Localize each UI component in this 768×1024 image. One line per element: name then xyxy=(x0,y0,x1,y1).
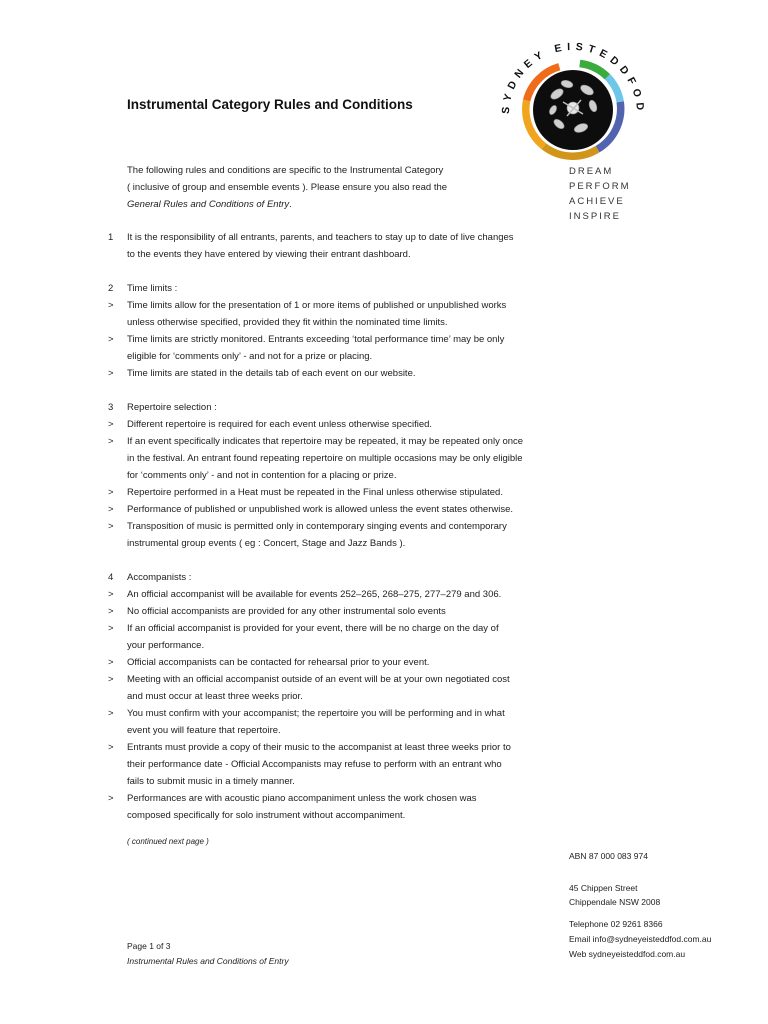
address-line: Chippendale NSW 2008 xyxy=(569,897,661,907)
rule-text-line: in the festival. An entrant found repeating repertoire on multiple occasions may be only eligible xyxy=(127,453,523,464)
address-line: 45 Chippen Street xyxy=(569,883,638,893)
rule-text-line: fails to submit music in a timely manner. xyxy=(127,776,295,787)
rule-text-line: If an event specifically indicates that repertoire may be repeated, it may be repeated only once xyxy=(127,436,524,447)
page-number: Page 1 of 3 xyxy=(127,941,171,951)
bullet-marker: > xyxy=(108,708,114,719)
rule-text-line: to the events they have entered by viewing their entrant dashboard. xyxy=(127,249,411,260)
rule-bullet-item xyxy=(105,603,555,620)
rule-text-line: Entrants must provide a copy of their music to the accompanist at least three weeks prior to xyxy=(127,742,511,753)
rule-text-line: Time limits are strictly monitored. Entrants exceeding ‘total performance time’ may be only xyxy=(127,334,505,345)
bullet-marker: > xyxy=(108,334,114,345)
bullet-marker: > xyxy=(108,300,114,311)
section-gap xyxy=(105,552,555,569)
rule-bullet-item xyxy=(105,484,555,501)
rule-text-line: You must confirm with your accompanist; the repertoire you will be performing and in what xyxy=(127,708,505,719)
rule-bullet-item xyxy=(105,501,555,518)
rule-text-line: and must occur at least three weeks prior. xyxy=(127,691,303,702)
rule-bullet-item xyxy=(105,790,555,824)
rule-text-line: Time limits : xyxy=(127,283,178,294)
rule-bullet-item xyxy=(105,671,555,705)
rule-text-line: If an official accompanist is provided for your event, there will be no charge on the day of xyxy=(127,623,499,634)
contact-details xyxy=(569,917,711,962)
section-gap xyxy=(105,382,555,399)
rule-text-line: Different repertoire is required for each event unless otherwise specified. xyxy=(127,419,433,430)
rule-text-line: Time limits are stated in the details tab of each event on our website. xyxy=(127,368,416,379)
section-gap xyxy=(105,263,555,280)
bullet-marker: > xyxy=(108,487,114,498)
rule-bullet-item xyxy=(105,518,555,552)
logo-arc-text: SYDNEY EISTEDDFOD xyxy=(499,40,647,116)
continued-note: ( continued next page ) xyxy=(127,837,209,846)
rule-text-line: unless otherwise specified, provided they fit within the nominated time limits. xyxy=(127,317,448,328)
page-title: Instrumental Category Rules and Conditions xyxy=(127,97,413,112)
tagline xyxy=(569,164,631,224)
rule-number: 3 xyxy=(108,402,114,413)
rule-text-line: instrumental group events ( eg : Concert, Stage and Jazz Bands ). xyxy=(127,538,406,549)
bullet-marker: > xyxy=(108,419,114,430)
rule-text-line: for ‘comments only’ - and not in contention for a placing or prize. xyxy=(127,470,397,481)
rule-bullet-item xyxy=(105,433,555,484)
rule-bullet-item xyxy=(105,416,555,433)
tagline-word: ACHIEVE xyxy=(569,196,625,207)
page-footer xyxy=(127,939,289,969)
telephone: Telephone 02 9261 8366 xyxy=(569,919,663,929)
rule-text-line: An official accompanist will be available for events 252–265, 268–275, 277–279 and 306. xyxy=(127,589,502,600)
rule-text-line: Performance of published or unpublished work is allowed unless the event states otherwise. xyxy=(127,504,514,515)
footer-document-title: Instrumental Rules and Conditions of Entry xyxy=(127,956,289,966)
rule-bullet-item xyxy=(105,705,555,739)
bullet-marker: > xyxy=(108,368,114,379)
rule-numbered-item xyxy=(105,229,555,263)
rule-number: 1 xyxy=(108,232,114,243)
intro-line: The following rules and conditions are specific to the Instrumental Category xyxy=(127,165,444,176)
rule-text-line: eligible for ‘comments only’ - and not for a prize or placing. xyxy=(127,351,373,362)
rule-bullet-item xyxy=(105,654,555,671)
general-rules-reference: General Rules and Conditions of Entry xyxy=(127,199,290,210)
rule-text-line: Official accompanists can be contacted for rehearsal prior to your event. xyxy=(127,657,430,668)
rule-text-line: Time limits allow for the presentation of 1 or more items of published or unpublished works xyxy=(127,300,507,311)
tagline-word: INSPIRE xyxy=(569,211,622,222)
rule-bullet-item xyxy=(105,620,555,654)
rule-text-line: Repertoire selection : xyxy=(127,402,217,413)
rule-text-line: composed specifically for solo instrument without accompaniment. xyxy=(127,810,406,821)
rule-bullet-item xyxy=(105,739,555,790)
rule-text-line: It is the responsibility of all entrants, parents, and teachers to stay up to date of live changes xyxy=(127,232,514,243)
bullet-marker: > xyxy=(108,742,114,753)
rule-text-line: your performance. xyxy=(127,640,205,651)
rule-number: 2 xyxy=(108,283,114,294)
abn-number: ABN 87 000 083 974 xyxy=(569,851,648,861)
bullet-marker: > xyxy=(108,793,114,804)
rule-text-line: Accompanists : xyxy=(127,572,192,583)
intro-paragraph xyxy=(127,162,547,213)
rule-numbered-item xyxy=(105,399,555,416)
rule-bullet-item xyxy=(105,331,555,365)
rules-list xyxy=(105,229,555,850)
rule-numbered-item xyxy=(105,280,555,297)
bullet-marker: > xyxy=(108,436,114,447)
bullet-marker: > xyxy=(108,674,114,685)
bullet-marker: > xyxy=(108,504,114,515)
rule-bullet-item xyxy=(105,365,555,382)
rule-text-line: their performance date - Official Accompanists may refuse to perform with an entrant who xyxy=(127,759,502,770)
rule-text-line: Performances are with acoustic piano accompaniment unless the work chosen was xyxy=(127,793,477,804)
bullet-marker: > xyxy=(108,589,114,600)
rule-bullet-item xyxy=(105,586,555,603)
rule-text-line: Meeting with an official accompanist outside of an event will be at your own negotiated cost xyxy=(127,674,510,685)
postal-address xyxy=(569,881,660,909)
intro-line: General Rules and Conditions of Entry. xyxy=(127,199,292,210)
rule-text-line: No official accompanists are provided for any other instrumental solo events xyxy=(127,606,446,617)
rule-number: 4 xyxy=(108,572,114,583)
tagline-word: DREAM xyxy=(569,166,614,177)
rule-bullet-item xyxy=(105,297,555,331)
tagline-word: PERFORM xyxy=(569,181,631,192)
intro-line: ( inclusive of group and ensemble events ). Please ensure you also read the xyxy=(127,182,448,193)
bullet-marker: > xyxy=(108,606,114,617)
sydney-eisteddfod-logo xyxy=(497,36,647,166)
bullet-marker: > xyxy=(108,657,114,668)
website: Web sydneyeisteddfod.com.au xyxy=(569,949,686,959)
bullet-marker: > xyxy=(108,623,114,634)
rule-text-line: event you will feature that repertoire. xyxy=(127,725,281,736)
email: Email info@sydneyeisteddfod.com.au xyxy=(569,934,712,944)
rule-text-line: Transposition of music is permitted only in contemporary singing events and contemporary xyxy=(127,521,507,532)
rule-text-line: Repertoire performed in a Heat must be repeated in the Final unless otherwise stipulated. xyxy=(127,487,503,498)
bullet-marker: > xyxy=(108,521,114,532)
rule-numbered-item xyxy=(105,569,555,586)
